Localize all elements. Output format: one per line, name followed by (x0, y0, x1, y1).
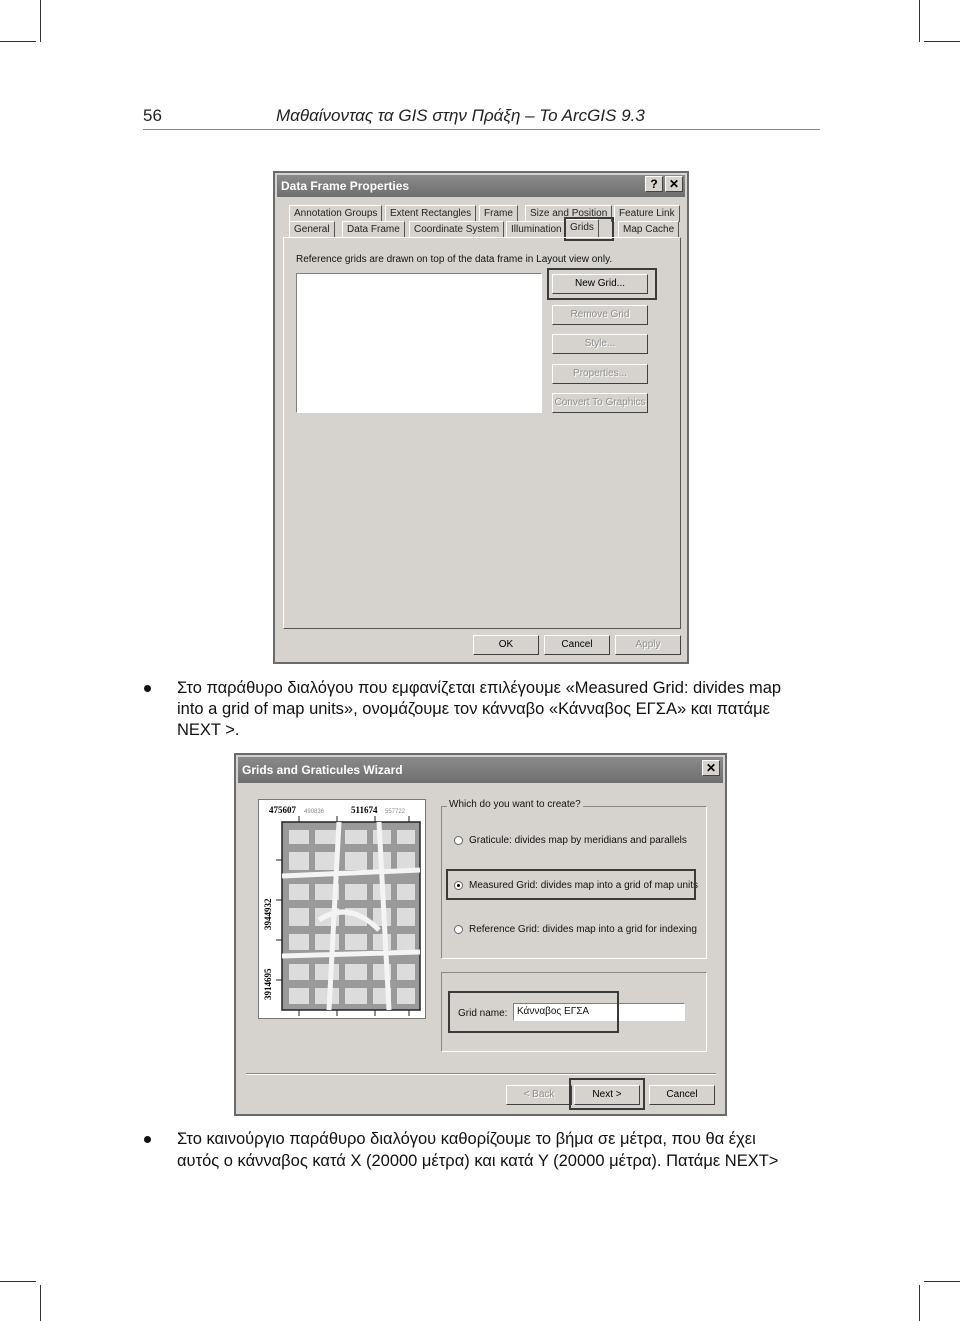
properties-button[interactable]: Properties... (552, 364, 648, 384)
new-grid-button[interactable]: New Grid... (552, 274, 648, 294)
preview-label-top-mid: 511674 (351, 805, 378, 815)
cancel-button[interactable]: Cancel (649, 1085, 715, 1105)
ok-button[interactable]: OK (473, 635, 539, 655)
paragraph-2-line-1: Στο καινούργιο παράθυρο διαλόγου καθορίζουμε το βήμα σε μέτρα, που θα έχει (177, 1130, 756, 1148)
tab-illumination[interactable]: Illumination (506, 221, 567, 238)
crop-mark (919, 0, 920, 42)
next-button[interactable]: Next > (574, 1085, 640, 1105)
grid-name-highlight (448, 991, 619, 1033)
separator (246, 1073, 716, 1075)
paragraph-2-line-2: αυτός ο κάνναβος κατά Χ (20000 μέτρα) και κατά Υ (20000 μέτρα). Πατάμε NEXT> (177, 1152, 779, 1170)
bullet (144, 685, 151, 692)
new-grid-highlight (547, 268, 657, 300)
close-button[interactable]: ✕ (702, 760, 720, 776)
help-button[interactable]: ? (645, 176, 663, 192)
tab-grids[interactable]: Grids (565, 219, 599, 238)
preview-label-top-left-small: 490836 (304, 809, 325, 815)
reference-grid-radio[interactable] (454, 925, 463, 934)
reference-grid-option-label[interactable]: Reference Grid: divides map into a grid for indexing (469, 924, 697, 935)
graticule-radio[interactable] (454, 836, 463, 845)
graticule-option-label[interactable]: Graticule: divides map by meridians and parallels (469, 835, 687, 846)
dialog-title: Grids and Graticules Wizard (238, 757, 723, 783)
cancel-button[interactable]: Cancel (544, 635, 610, 655)
running-title: Μαθαίνοντας τα GIS στην Πράξη – To ArcGIS 9.3 (276, 106, 645, 125)
preview-label-top-left: 475607 (269, 805, 296, 815)
crop-mark (924, 41, 960, 42)
convert-to-graphics-button[interactable]: Convert To Graphics (552, 393, 648, 413)
map-preview (259, 800, 425, 1018)
grid-name-label: Grid name: (458, 1008, 508, 1019)
tab-feature-link[interactable]: Feature Link (614, 205, 680, 222)
preview-label-left-lower: 3914695 (263, 968, 273, 1000)
header-rule (143, 129, 820, 130)
crop-mark (40, 0, 41, 42)
question-label: Which do you want to create? (449, 799, 581, 810)
tab-extent-rectangles[interactable]: Extent Rectangles (385, 205, 476, 222)
paragraph-1-line-2: into a grid of map units», ονομάζουμε τον κάνναβο «Κάνναβος ΕΓΣΑ» και πατάμε (177, 700, 770, 718)
crop-mark (40, 1285, 41, 1321)
tab-size-and-position[interactable]: Size and Position (525, 205, 612, 222)
back-button[interactable]: < Back (506, 1085, 572, 1105)
grids-graticules-wizard-dialog (234, 753, 727, 1116)
next-button-highlight (569, 1078, 645, 1110)
tab-data-frame[interactable]: Data Frame (342, 221, 405, 238)
crop-mark (924, 1281, 960, 1282)
page-number: 56 (143, 106, 162, 125)
grid-preview-image (258, 799, 426, 1019)
tab-coordinate-system[interactable]: Coordinate System (409, 221, 504, 238)
dialog-title: Data Frame Properties (277, 175, 685, 197)
crop-mark (0, 1281, 36, 1282)
paragraph-1-line-3: NEXT >. (177, 721, 240, 739)
apply-button[interactable]: Apply (615, 635, 681, 655)
crop-mark (0, 41, 36, 42)
measured-grid-option-label[interactable]: Measured Grid: divides map into a grid of map units (469, 880, 698, 891)
paragraph-1-line-1: Στο παράθυρο διαλόγου που εμφανίζεται επιλέγουμε «Measured Grid: divides map (177, 679, 782, 697)
grid-name-input[interactable]: Κάνναβος ΕΓΣΑ (513, 1003, 685, 1021)
data-frame-properties-dialog (273, 171, 689, 664)
crop-mark (919, 1285, 920, 1321)
grid-list[interactable] (296, 273, 542, 413)
grids-description: Reference grids are drawn on top of the data frame in Layout view only. (296, 254, 613, 265)
preview-label-left-upper: 3944932 (263, 898, 273, 930)
measured-grid-highlight (446, 869, 696, 900)
close-button[interactable]: ✕ (665, 176, 683, 192)
tab-frame[interactable]: Frame (479, 205, 518, 222)
style-button[interactable]: Style... (552, 334, 648, 354)
preview-label-top-mid-small: 557722 (385, 809, 406, 815)
tab-general[interactable]: General (289, 221, 335, 238)
tab-annotation-groups[interactable]: Annotation Groups (289, 205, 382, 222)
tab-map-cache[interactable]: Map Cache (618, 221, 679, 238)
bullet (144, 1136, 151, 1143)
remove-grid-button[interactable]: Remove Grid (552, 305, 648, 325)
